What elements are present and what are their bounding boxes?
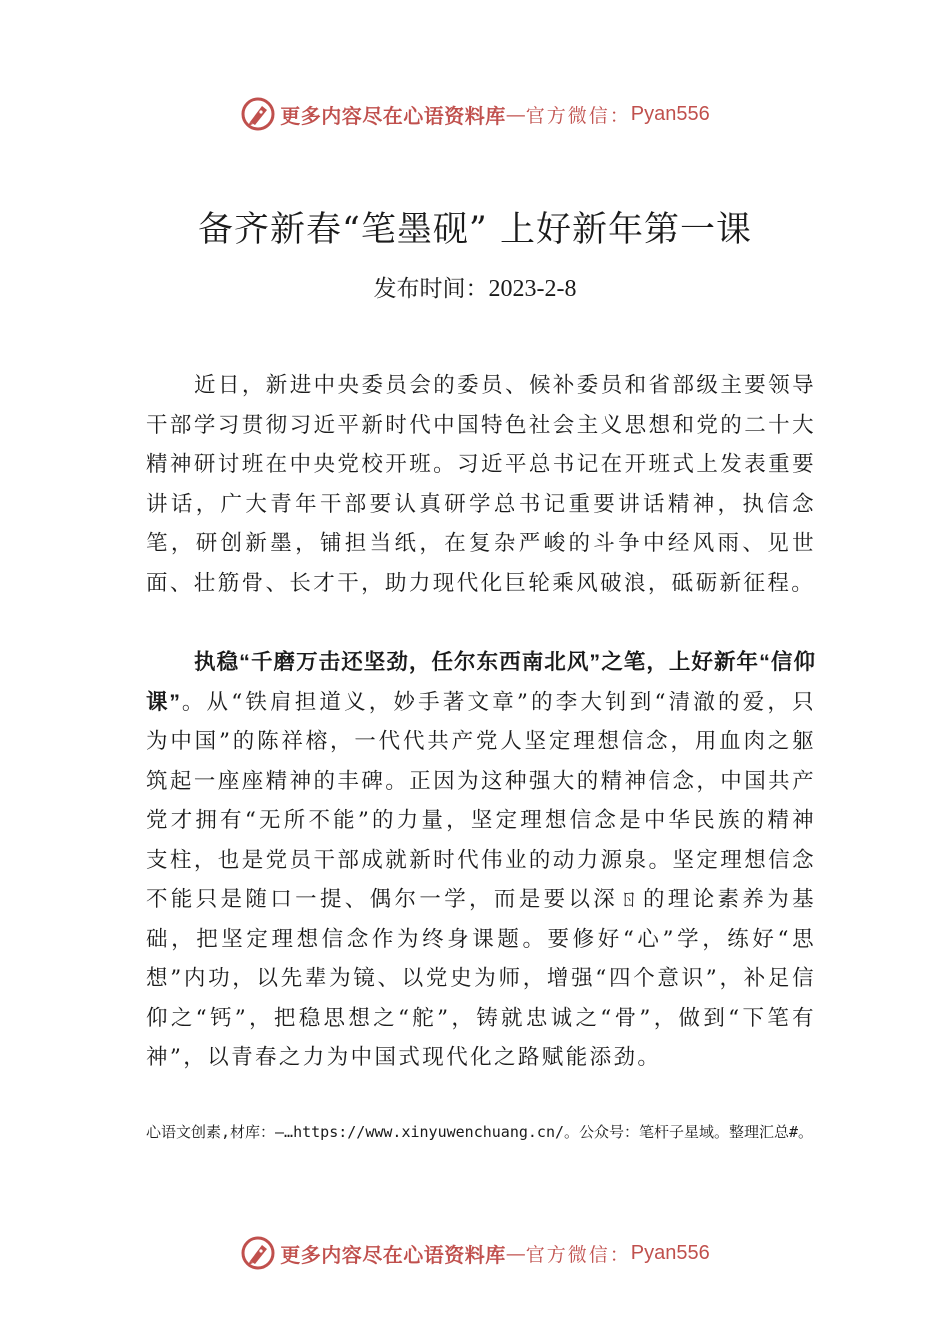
banner-dash: —: [505, 1241, 526, 1265]
paragraph-2: [146, 643, 816, 1078]
paragraph-1-text: 近日，新进中央委员会的委员、候补委员和省部级主要领导干部学习贯彻习近平新时代中国特色社会主义思想和党的二十大精神研讨班在中央党校开班。习近平总书记在开班式上发表重要讲话，广大青年干部要认真研学总书记重要讲话精神，执信念笔，研创新墨，铺担当纸，在复杂严峻的斗争中经风雨、见世面、壮筋骨、长才干，助力现代化巨轮乘风破浪，砥砺新征程。: [146, 373, 816, 596]
banner-wechat-label: 官方微信：: [525, 104, 631, 127]
pen-nib-seal-icon: [240, 1235, 276, 1271]
banner-wechat-label: 官方微信：: [525, 1243, 631, 1266]
banner-wechat-id: Pyan556: [630, 1241, 710, 1264]
publish-date: [0, 270, 950, 303]
page-title: 备齐新春“笔墨砚” 上好新年第一课: [198, 210, 752, 250]
banner-wechat-id: Pyan556: [630, 102, 710, 125]
publish-date-value: 2023-2-8: [488, 276, 577, 302]
publish-date-label: 发布时间：: [373, 276, 489, 302]
paragraph-1: [146, 366, 816, 603]
banner-dash: —: [505, 102, 526, 126]
paragraph-2-text: 。从“铁肩担道义，妙手著文章”的李大钊到“清澈的爱，只为中国”的陈祥榕，一代代共产党人坚定理想信念，用血肉之躯筑起一座座精神的丰碑。正因为这种强大的精神信念，中国共产党才拥有“无所不能”的力量，坚定理想信念是中华民族的精神支柱，也是党员干部成就新时代伟业的动力源泉。坚定理想信念不能只是随口一提、偶尔一学，而是要以深ㄖ的理论素养为基础，把坚定理想信念作为终身课题。要修好“心”学，练好“思想”内功，以先辈为镜、以党史为师，增强“四个意识”，补足信仰之“钙”，把稳思想之“舵”，铸就忠诚之“骨”，做到“下笔有神”，以青春之力为中国式现代化之路赋能添劲。: [146, 689, 816, 1070]
banner-text: 更多内容尽在心语资料库: [280, 103, 506, 128]
footer-banner: [0, 1233, 950, 1273]
pen-nib-seal-icon: [240, 96, 276, 132]
banner-text: 更多内容尽在心语资料库: [280, 1242, 506, 1267]
header-banner: [0, 94, 950, 134]
source-footnote: 心语文创素,材库：—…https://www.xinyuwenchuang.cn/。公众号：笔杆子星域。整理汇总#。: [146, 1123, 814, 1141]
paragraph-2-heading: 执稳“千磨万击还坚劲，任尔东西南北风”之笔，上好新年“信仰课”: [146, 650, 816, 714]
